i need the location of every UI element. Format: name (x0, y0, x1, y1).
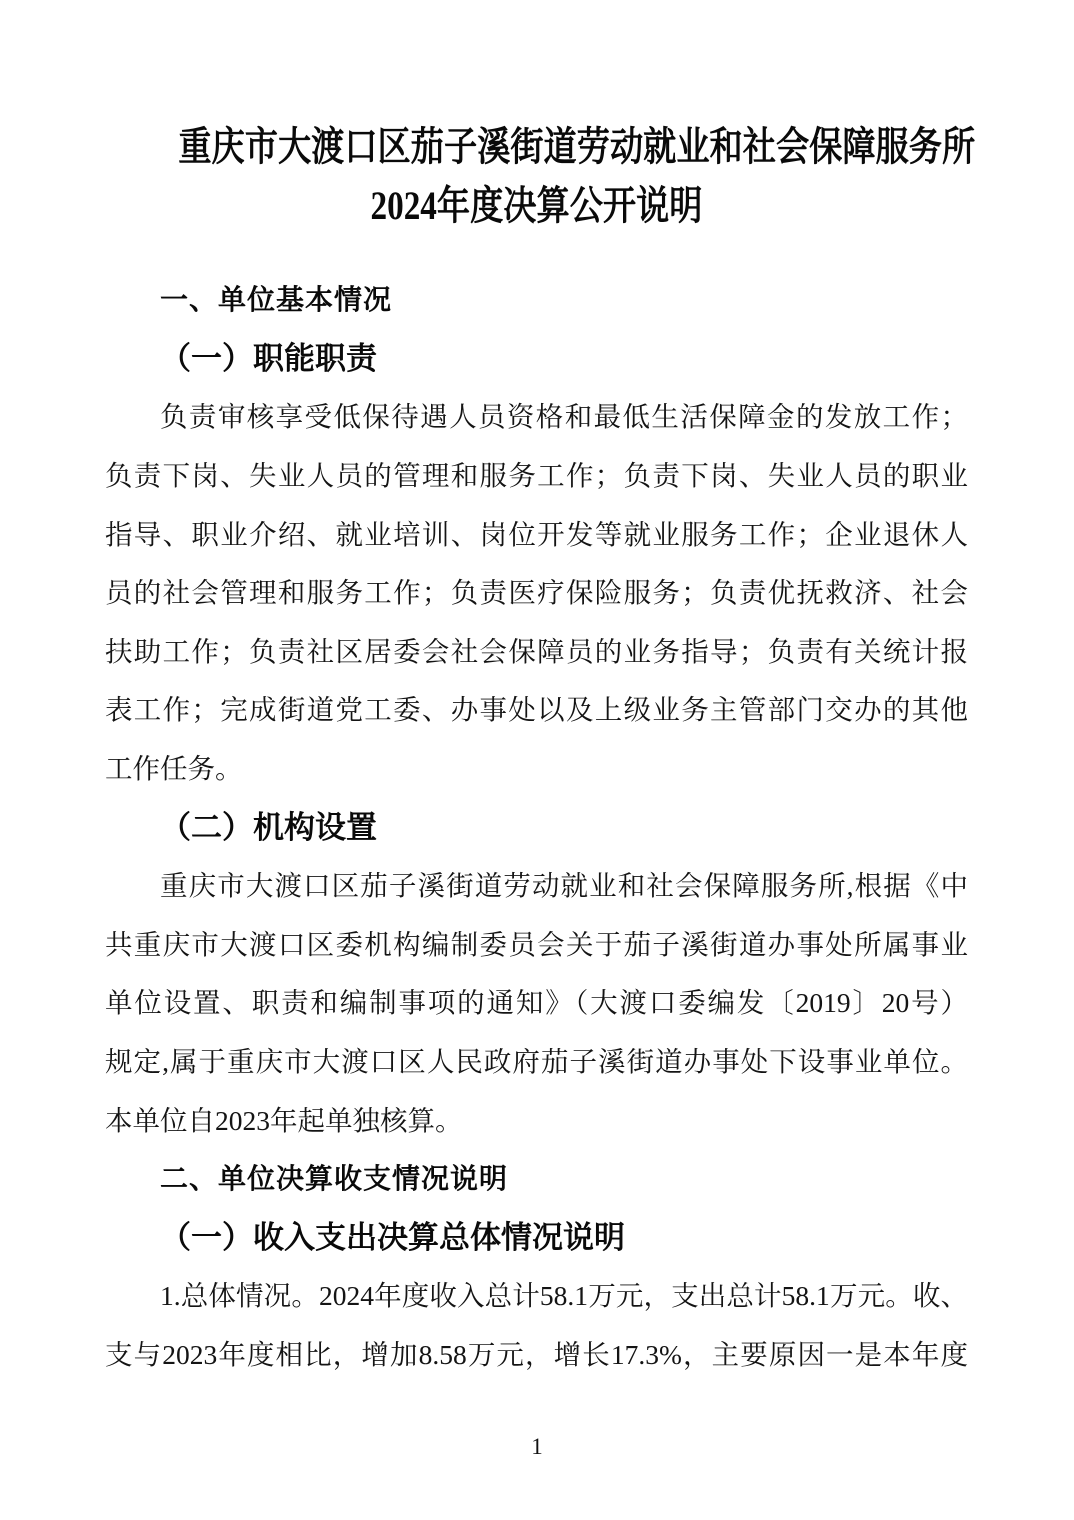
paragraph-line: 员的社会管理和服务工作；负责医疗保险服务；负责优抚救济、社会 (105, 577, 968, 609)
paragraph-line: 表工作；完成街道党工委、办事处以及上级业务主管部门交办的其他 (105, 694, 968, 726)
document-title-line-2: 2024年度决算公开说明 (370, 182, 703, 228)
subsection-heading-organization: （二）机构设置 (160, 809, 377, 845)
paragraph-line: 本单位自2023年起单独核算。 (105, 1104, 463, 1136)
paragraph-line: 单位设置、职责和编制事项的通知》（大渡口委编发〔2019〕20号） (105, 987, 968, 1019)
paragraph-line: 重庆市大渡口区茄子溪街道劳动就业和社会保障服务所,根据《中 (160, 870, 968, 902)
paragraph-organization (105, 857, 968, 1150)
document-title-line-1: 重庆市大渡口区茄子溪街道劳动就业和社会保障服务所 (178, 124, 976, 169)
paragraph-line: 工作任务。 (105, 752, 243, 784)
paragraph-line: 支与2023年度相比，增加8.58万元，增长17.3%，主要原因一是本年度 (105, 1338, 968, 1370)
subsection-heading-revenue-expenditure: （一）收入支出决算总体情况说明 (160, 1219, 625, 1255)
page-number: 1 (531, 1434, 543, 1459)
paragraph-line: 规定,属于重庆市大渡口区人民政府茄子溪街道办事处下设事业单位。 (105, 1045, 968, 1077)
paragraph-line: 共重庆市大渡口区委机构编制委员会关于茄子溪街道办事处所属事业 (105, 928, 968, 960)
title-gap (105, 235, 968, 271)
paragraph-line: 负责下岗、失业人员的管理和服务工作；负责下岗、失业人员的职业 (105, 459, 968, 491)
paragraph-duties (105, 388, 968, 798)
subsection-heading-duties: （一）职能职责 (160, 340, 377, 376)
section-heading-unit-basic-info: 一、单位基本情况 (160, 284, 393, 316)
paragraph-line: 指导、职业介绍、就业培训、岗位开发等就业服务工作；企业退休人 (105, 518, 968, 550)
paragraph-overview (105, 1267, 968, 1384)
paragraph-line: 负责审核享受低保待遇人员资格和最低生活保障金的发放工作； (160, 401, 968, 433)
paragraph-line: 1.总体情况。2024年度收入总计58.1万元，支出总计58.1万元。收、 (160, 1280, 968, 1312)
paragraph-line: 扶助工作；负责社区居委会社会保障员的业务指导；负责有关统计报 (105, 635, 968, 667)
section-heading-budget-overview: 二、单位决算收支情况说明 (160, 1163, 509, 1195)
